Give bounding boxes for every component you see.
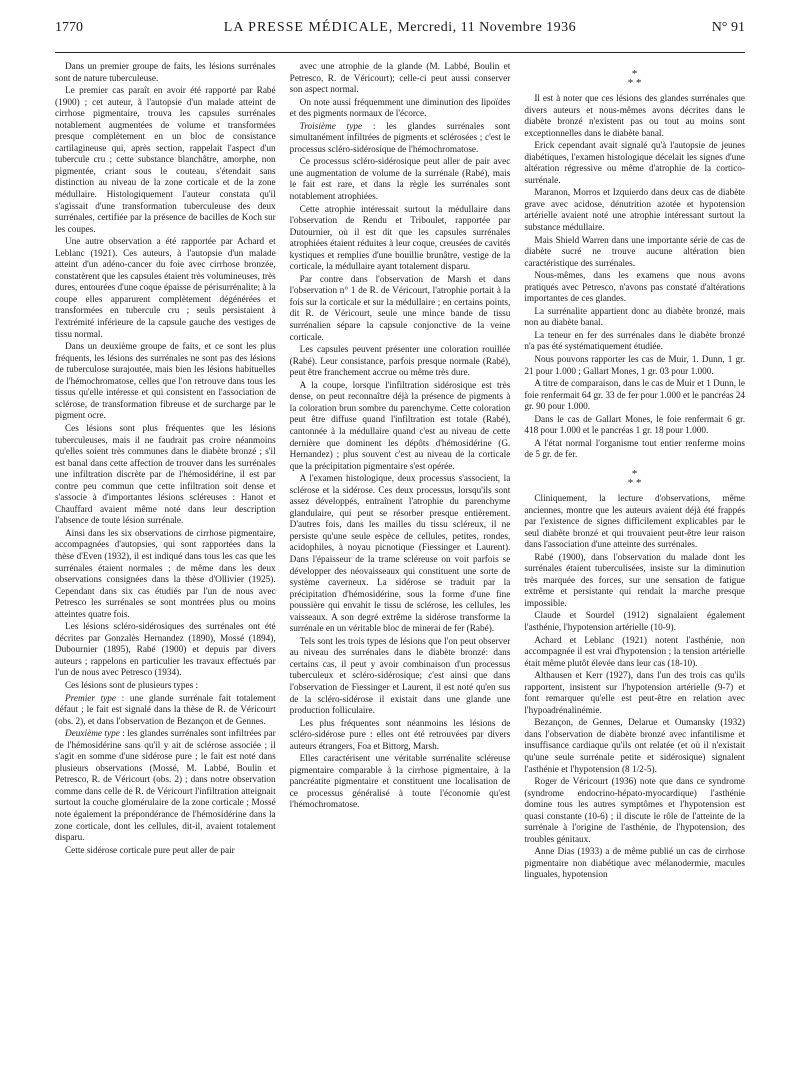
paragraph: A l'examen histologique, deux processus s'associent, la sclérose et la sidérose. Ces deux processus, lorsqu'ils sont assez développés, entraînent l'atrophie du parenchyme glandulaire, qui peut se résorber presque entièrement. D'autres fois, dans les mailles du tissu scléreux, il ne persiste qu'une seule espèce de cellules, petites, rondes, acidophiles, à noyau picnotique (Fiessinger et Laurent). Dans l'épaisseur de la trame scléreuse on voit parfois se développer des néovaisseaux qui constituent une sorte de système caverneux. La sidérose se traduit par la précipitation d'hémosidérine, sous la forme d'une fine poussière qui envahit le tissu de sclérose, les cellules, les vaisseaux. A son degré extrême la sidérose transforme la surrénale en un véritable bloc de minerai de fer (Rabé). — [289, 474, 511, 635]
paragraph: Cette sidérose corticale pure peut aller de pair — [65, 845, 235, 856]
paragraph: Il est à noter que ces lésions des glandes surrénales que divers auteurs et nous-mêmes avons décrites dans le diabète bronzé n'existent pas ou tout au moins sont exceptionnelles dans le diabète banal. — [524, 94, 746, 139]
paragraph: La teneur en fer des surrénales dans le diabète bronzé n'a pas été systématiquement étudiée. — [524, 330, 746, 353]
paragraph: A l'état normal l'organisme tout entier renferme moins de 5 gr. de fer. — [524, 438, 746, 461]
paragraph: Ainsi dans les six observations de cirrhose pigmentaire, accompagnées d'autopsies, qui sont rapportées dans la thèse d'Even (1932), il est indiqué dans tous les cas que les surrénales étaient normales ; de même dans les deux observations consignées dans la thèse d'Ollivier (1925). Cependant dans six cas étudiés par l'un de nous avec Petresco les surrénales se sont montrées plus ou moins atteintes quatre fois. — [55, 528, 276, 620]
paragraph: Maranon, Morros et Izquierdo dans deux cas de diabète grave avec acidose, dénutrition azotée et hypotension artérielle avaient noté une atrophie intéressant surtout la substance médullaire. — [524, 188, 746, 234]
page-header — [55, 20, 745, 60]
paragraph: Les capsules peuvent présenter une coloration rouillée (Rabé). Leur consistance, parfois presque normale (Rabé), peut être franchement accrue ou même très dure. — [289, 345, 511, 379]
paragraph: A titre de comparaison, dans le cas de Muir et 1 Dunn, le foie renfermait 64 gr. 33 de fer pour 1.000 et le pancréas 24 gr. 90 pour 1.000. — [524, 379, 746, 413]
article-body — [55, 62, 745, 1064]
column-2 — [290, 62, 511, 1064]
paragraph: Cliniquement, la lecture d'observations, même anciennes, montre que les auteurs avaient déjà été frappés par l'existence de signes difficilement explicables par le seul diabète bronzé et qui trouvaient peut-être leur raison dans l'association d'une atteinte des surrénales. — [524, 493, 746, 551]
column-3-section-b — [524, 494, 745, 882]
section-separator: * * * — [627, 68, 642, 89]
publication-name: LA PRESSE MÉDICALE, — [223, 20, 394, 35]
paragraph: Erick cependant avait signalé qu'à l'autopsie de jeunes diabétiques, l'examen histologique décelait les signes d'une altération régressive ou même d'atrophie de la cortico-surrénale. — [524, 141, 746, 186]
paragraph: avec une atrophie de la glande (M. Labbé, Boulin et Petresco, R. de Véricourt); celle-ci peut aussi conserver son aspect normal. — [289, 62, 511, 96]
paragraph: Rabé (1900), dans l'observation du malade dont les surrénales étaient tuberculisées, insiste sur la diminution très marquée des forces, sur une sensation de fatigue extrême et persistante qui rendait la marche presque impossible. — [524, 552, 746, 609]
column-3-section-a — [524, 94, 745, 462]
paragraph: Deuxième type : les glandes surrénales sont infiltrées par de l'hémosidérine sans qu'il y ait de sclérose associée ; il s'agit en somme d'une sidérose pure ; le fait est noté dans plusieurs observations (Mossé, M. Labbé, Boulin et Petresco, R. de Véricourt (obs. 2) ; dans notre observation comme dans celle de R. de Véricourt l'infiltration atteignait surtout la couche glomérulaire de la zone corticale ; Mossé note également la prépondérance de l'hémosidérine dans la zone corticale, dont les cellules, dit-il, avaient totalement disparu. — [55, 729, 276, 844]
paragraph: Bezançon, de Gennes, Delarue et Oumansky (1932) dans l'observation de diabète bronzé avec infantilisme et insuffisance cardiaque qu'ils ont relatée (et où il n'existait qu'une seule surrénale petite et sidérosique) signalent l'asthénie et l'hypotension (8 1/2-5). — [524, 718, 746, 775]
paragraph: Claude et Sourdel (1912) signalaient également l'asthénie, l'hypotension artérielle (10-9). — [524, 611, 746, 633]
paragraph: Dans le cas de Gallart Mones, le foie renfermait 6 gr. 418 pour 1.000 et le pancréas 1 gr. 18 pour 1.000. — [524, 414, 746, 437]
paragraph: On note aussi fréquemment une diminution des lipoïdes et des pigments normaux de l'écorce. — [289, 97, 511, 120]
issue-date: Mercredi, 11 Novembre 1936 — [397, 20, 577, 35]
header-rule — [55, 52, 745, 53]
paragraph: A la coupe, lorsque l'infiltration sidérosique est très dense, on peut reconnaître déjà la présence de pigments à la coloration brun sombre du parenchyme. Cette coloration peut être diffuse quand l'infiltration est totale (Rabé), cantonnée à la médullaire quand c'est au niveau de cette dernière que dominent les dépôts d'hémosidérine (G. Hernandez) ; plus souvent c'est au niveau de la corticale que la précipitation pigmentaire s'est opérée. — [289, 380, 511, 472]
paragraph: Les plus fréquentes sont néanmoins les lésions de scléro-sidérose pure : elles ont été retrouvées par divers auteurs étrangers, Foa et Bittorg, Marsh. — [289, 718, 511, 752]
paragraph: Dans un premier groupe de faits, les lésions surrénales sont de nature tuberculeuse. — [55, 62, 276, 84]
paragraph: Cette atrophie intéressait surtout la médullaire dans l'observation de Rendu et Triboulet, rapportée par Dutournier, où il est dit que les capsules surrénales atrophiées étaient réduites à leur coque, creusées de cavités kystiques et remplies d'une bouillie brunâtre, vestige de la corticale, la médullaire ayant totalement disparu. — [289, 204, 511, 273]
paragraph: Ces lésions sont plus fréquentes que les lésions tuberculeuses, mais il ne faudrait pas croire néanmoins qu'elles soient très communes dans le diabète bronzé ; s'il est banal dans cette affection de trouver dans les surrénales une infiltration discrète par de l'hémosidérine, il est par contre peu commun que cette infiltration soit dense et s'associe à d'importantes lésions scléreuses : Hanot et Chauffard avaient même noté dans leur description l'absence de toute lésion surrénale. — [55, 423, 276, 527]
paragraph: Dans un deuxième groupe de faits, et ce sont les plus fréquents, les lésions des surrénales ne sont pas des lésions de tuberculose surajoutée, mais bien les lésions habituelles de l'hémochromatose, celles que l'on retrouve dans tous les tissus qu'elle intéresse et qui consistent en l'association de sclérose, de transformation fibreuse et de surcharge par le pigment ocre. — [55, 342, 276, 422]
issue-number: N° 91 — [711, 20, 745, 35]
paragraph: Ce processus scléro-sidérosique peut aller de pair avec une augmentation de volume de la surrénale (Rabé), mais le fait est rare, et dans la règle les surrénales sont notablement atrophiées. — [289, 157, 511, 203]
section-separator: * * * — [627, 467, 642, 489]
paragraph: Althausen et Kerr (1927), dans l'un des trois cas qu'ils rapportent, insistent sur l'hypotension artérielle (9-7) et font remarquer qu'elle est peut-être en relation avec l'hypoadrénalinémie. — [524, 671, 746, 716]
paragraph: Elles caractérisent une véritable surrénalite scléreuse pigmentaire comparable à la cirrhose pigmentaire, à la pancréatite pigmentaire et constituent une localisation de ce processus généralisé à toute l'économie qu'est l'hémochromatose. — [289, 754, 511, 811]
column-3 — [524, 62, 745, 1064]
paragraph: Ces lésions sont de plusieurs types : — [65, 680, 199, 691]
column-1 — [55, 62, 276, 1064]
paragraph: Nous-mêmes, dans les examens que nous avons pratiqués avec Petresco, n'avons pas constaté d'altérations importantes de ces glandes. — [524, 271, 746, 305]
paragraph: Le premier cas paraît en avoir été rapporté par Rabé (1900) ; cet auteur, à l'autopsie d'un malade atteint de cirrhose pigmentaire, trouva les capsules surrénales notablement augmentées de volume et transformées presque complètement en un bloc de consistance cartilagineuse qui, après section, rappelait l'aspect d'un tubercule cru ; cette substance blanchâtre, amorphe, non pigmentée, criant sous le couteau, s'étendait sans distinction au niveau de la zone corticale et de la zone médullaire. Histologiquement l'auteur constata qu'il s'agissait d'une transformation tuberculeuse des deux surrénales, certifiée par la présence de bacilles de Koch sur les coupes. — [55, 86, 276, 235]
paragraph: La surrénalite appartient donc au diabète bronzé, mais non au diabète banal. — [524, 306, 746, 329]
paragraph: Une autre observation a été rapportée par Achard et Leblanc (1921). Ces auteurs, à l'autopsie d'un malade atteint d'un adéno-cancer du foie avec cirrhose bronzée, constatèrent que les capsules étaient très volumineuses, très dures, entourées d'une coque épaisse de périsurrénalite; à la coupe elles apparurent complètement dégénérées et transformées en tubercule cru ; seuls persistaient à l'extrémité inférieure de la capsule gauche des vestiges de tissu normal. — [55, 237, 276, 340]
paragraph: Mais Shield Warren dans une importante série de cas de diabète sucré ne trouve aucune altération bien caractéristique des surrénales. — [524, 235, 746, 269]
page-number: 1770 — [55, 20, 83, 35]
paragraph: Premier type : une glande surrénale fait totalement défaut ; le fait est signalé dans la thèse de R. de Véricourt (obs. 2), et dans l'observation de Bezançon et de Gennes. — [55, 693, 276, 727]
paragraph: Tels sont les trois types de lésions que l'on peut observer au niveau des surrénales dans le diabète bronzé: dans certains cas, il peut y avoir combinaison d'un processus tuberculeux et scléro-sidérosique; c'est ainsi que dans l'observation de Fiessinger et Laurent, il est noté qu'en sus de la scléro-sidérose il existait dans une glande une production folliculaire. — [289, 636, 511, 717]
paragraph: Anne Dias (1933) a de même publié un cas de cirrhose pigmentaire non diabétique avec mélanodermie, macules linguales, hypotension — [524, 847, 746, 881]
paragraph: Nous pouvons rapporter les cas de Muir, 1. Dunn, 1 gr. 21 pour 1.000 ; Gallart Mones, 1 gr. 03 pour 1.000. — [524, 355, 746, 377]
paragraph: Troisième type : les glandes surrénales sont simultanément infiltrées de pigments et sclérosées ; c'est le processus scléro-sidérosique de l'hémochromatose. — [289, 121, 511, 155]
paragraph: Roger de Véricourt (1936) note que dans ce syndrome (syndrome endocrino-hépato-myocardique) l'asthénie domine tous les autres symptômes et l'hypotension est quasi constante (10-6) ; il discute le rôle de l'atteinte de la surrénale à l'origine de l'asthénie, de l'hypotension, des troubles génitaux. — [524, 777, 746, 845]
paragraph: Achard et Leblanc (1921) notent l'asthénie, non accompagnée il est vrai d'hypotension ; la tension artérielle était même plutôt élevée dans leur cas (18-10). — [524, 635, 746, 669]
running-title — [55, 20, 745, 36]
paragraph: Par contre dans l'observation de Marsh et dans l'observation n° 1 de R. de Véricourt, l'atrophie portait à la fois sur la corticale et sur la médullaire ; en certains points, dit R. de Véricourt, seule une mince bande de tissu surrénalien sépare la capsule conjonctive de la veine corticale. — [289, 274, 511, 343]
paragraph: Les lésions scléro-sidérosiques des surrénales ont été décrites par Gonzalès Hernandez (1890), Mossé (1894), Dubournier (1895), Rabé (1900) et depuis par divers auteurs ; rappelons en particulier les travaux effectués par l'un de nous avec Petresco (1934). — [55, 622, 276, 679]
